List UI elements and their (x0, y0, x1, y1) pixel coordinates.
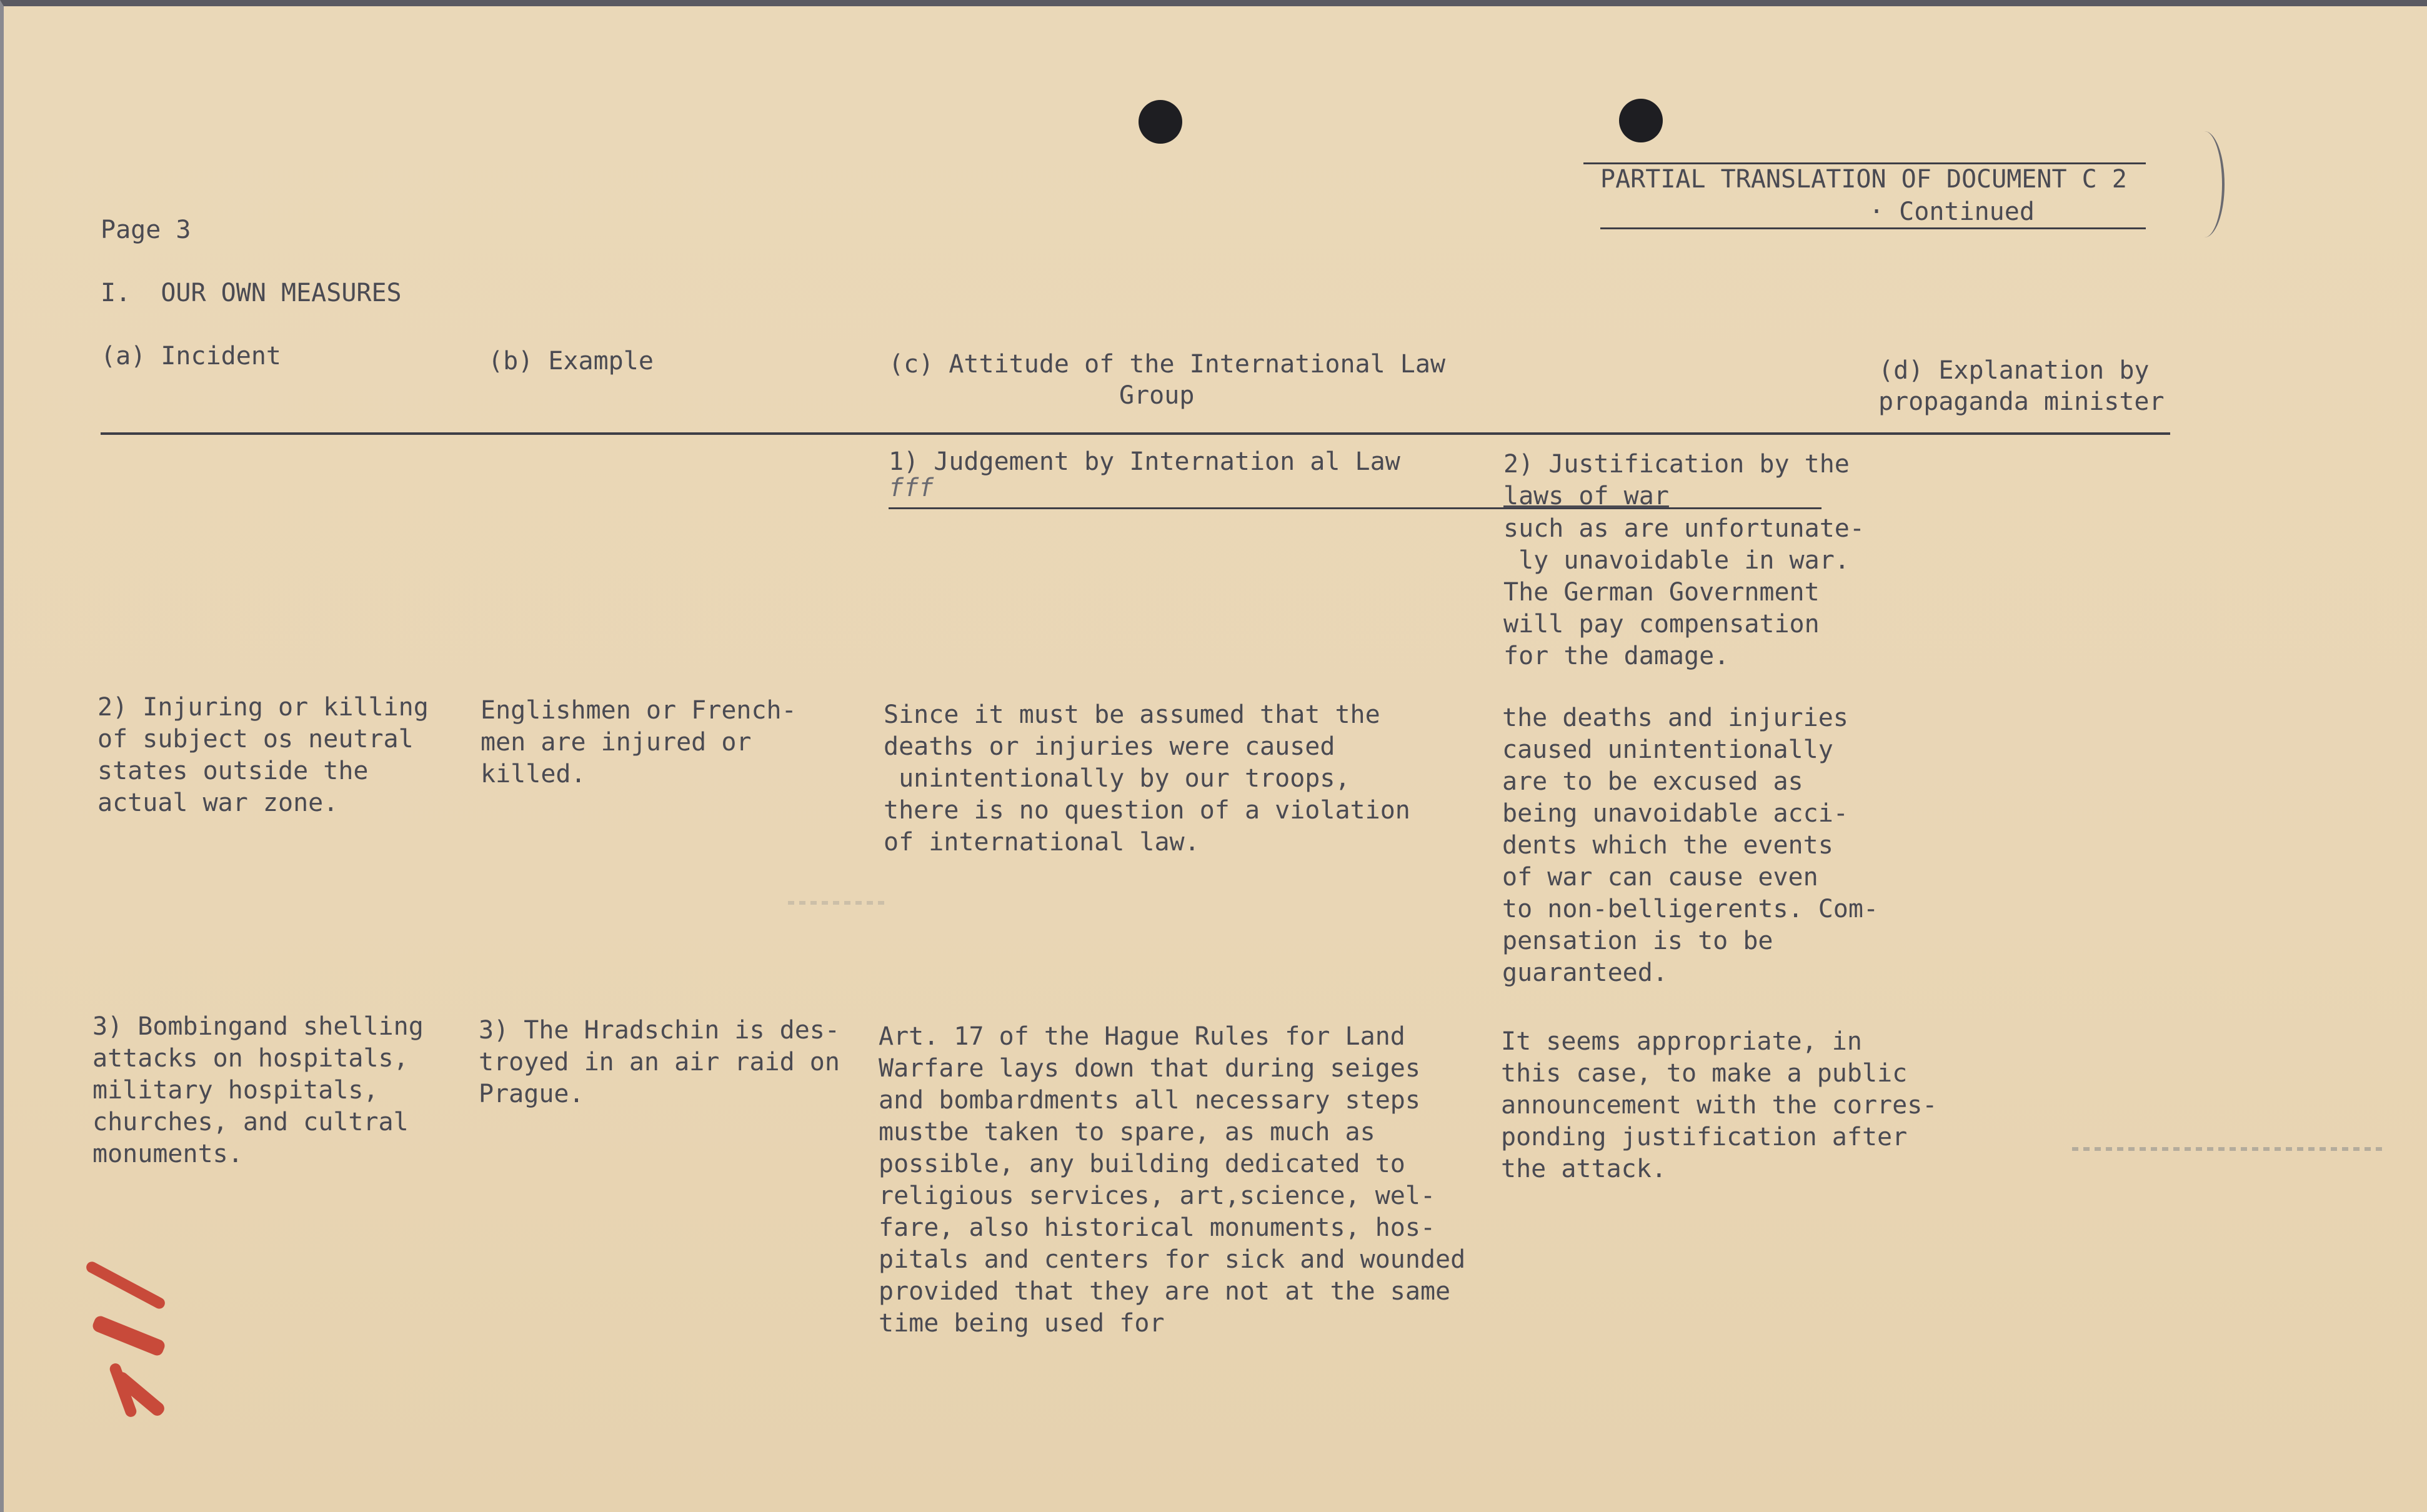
text-line: pensation is to be (1502, 927, 1773, 955)
column-heading-incident: (a) Incident (101, 342, 281, 371)
text-line: states outside the (97, 757, 369, 785)
text-line: provided that they are not at the same (879, 1277, 1451, 1306)
text-line: killed. (481, 760, 586, 788)
text-line: of subject os neutral (97, 725, 414, 754)
text-line: deaths or injuries were caused (884, 732, 1335, 761)
document-title: PARTIAL TRANSLATION OF DOCUMENT C 2 (1600, 165, 2127, 194)
text-line: there is no question of a violation (884, 796, 1410, 825)
column-heading-attitude-line2: Group (1119, 381, 1195, 410)
text-line: dents which the events (1502, 831, 1833, 860)
page-number: Page 3 (101, 216, 191, 244)
paper-edge (2185, 131, 2225, 237)
section-title: I. OUR OWN MEASURES (101, 279, 402, 307)
text-line: will pay compensation (1503, 610, 1820, 639)
text-line: fare, also historical monuments, hos- (879, 1213, 1436, 1242)
text-line: to non-belligerents. Com- (1502, 895, 1879, 923)
text-line: mustbe taken to spare, as much as (879, 1118, 1375, 1146)
document-continued: · Continued (1869, 197, 2035, 226)
text-line: Since it must be assumed that the (884, 700, 1380, 729)
text-line: such as are unfortunate- (1503, 514, 1865, 543)
text-line: Englishmen or French- (481, 696, 797, 725)
header-rule-bottom (1600, 227, 2146, 229)
text-line: are to be excused as (1502, 767, 1803, 796)
subheading-justification-line2: laws of war (1503, 482, 1669, 510)
subheading-justification: 2) Justification by the (1503, 450, 1850, 479)
typewriter-smudge (788, 901, 888, 905)
text-line: announcement with the corres- (1501, 1091, 1938, 1120)
red-pencil-mark (91, 1314, 166, 1357)
binder-hole-left (1139, 100, 1182, 144)
text-line: ponding justification after (1501, 1123, 1908, 1151)
subheading-judgement-rule (889, 507, 1821, 509)
text-line: unintentionally by our troops, (884, 764, 1350, 793)
text-line: churches, and cultral (92, 1108, 409, 1136)
text-line: monuments. (92, 1140, 243, 1168)
text-line: 3) Bombingand shelling (92, 1012, 424, 1041)
text-line: for the damage. (1503, 642, 1730, 670)
text-line: guaranteed. (1502, 958, 1668, 987)
text-line: this case, to make a public (1501, 1059, 1908, 1088)
text-line: pitals and centers for sick and wounded (879, 1245, 1466, 1274)
text-line: men are injured or (481, 728, 752, 757)
text-line: of war can cause even (1502, 863, 1818, 892)
text-line: time being used for (879, 1309, 1165, 1338)
text-line: Prague. (479, 1080, 584, 1108)
text-line: caused unintentionally (1502, 735, 1833, 764)
text-line: ly unavoidable in war. (1503, 546, 1850, 575)
subheading-judgement: 1) Judgement by Internation al Law (889, 447, 1400, 476)
text-line: The German Government (1503, 578, 1820, 607)
text-line: attacks on hospitals, (92, 1044, 409, 1073)
text-line: of international law. (884, 828, 1200, 857)
text-line: the attack. (1501, 1155, 1667, 1183)
subheading-judgement-mark: fff (889, 474, 934, 502)
typewriter-smudge (2072, 1147, 2385, 1151)
text-line: 3) The Hradschin is des- (479, 1016, 840, 1045)
column-heading-explanation-line2: propaganda minister (1878, 387, 2165, 416)
column-heading-attitude: (c) Attitude of the International Law (889, 350, 1446, 379)
text-line: actual war zone. (97, 788, 339, 817)
text-line: Warfare lays down that during seiges (879, 1054, 1420, 1083)
header-divider (101, 432, 2170, 435)
text-line: 2) Injuring or killing (97, 693, 429, 722)
text-line: It seems appropriate, in (1501, 1027, 1862, 1056)
text-line: Art. 17 of the Hague Rules for Land (879, 1022, 1405, 1051)
text-line: and bombardments all necessary steps (879, 1086, 1420, 1115)
text-line: troyed in an air raid on (479, 1048, 840, 1077)
column-heading-example: (b) Example (488, 347, 654, 376)
red-pencil-mark (84, 1260, 167, 1311)
text-line: religious services, art,science, wel- (879, 1181, 1436, 1210)
text-line: being unavoidable acci- (1502, 799, 1848, 828)
text-line: military hospitals, (92, 1076, 379, 1105)
column-heading-explanation: (d) Explanation by (1878, 356, 2150, 385)
binder-hole-right (1619, 99, 1663, 142)
text-line: possible, any building dedicated to (879, 1150, 1405, 1178)
text-line: the deaths and injuries (1502, 704, 1848, 732)
